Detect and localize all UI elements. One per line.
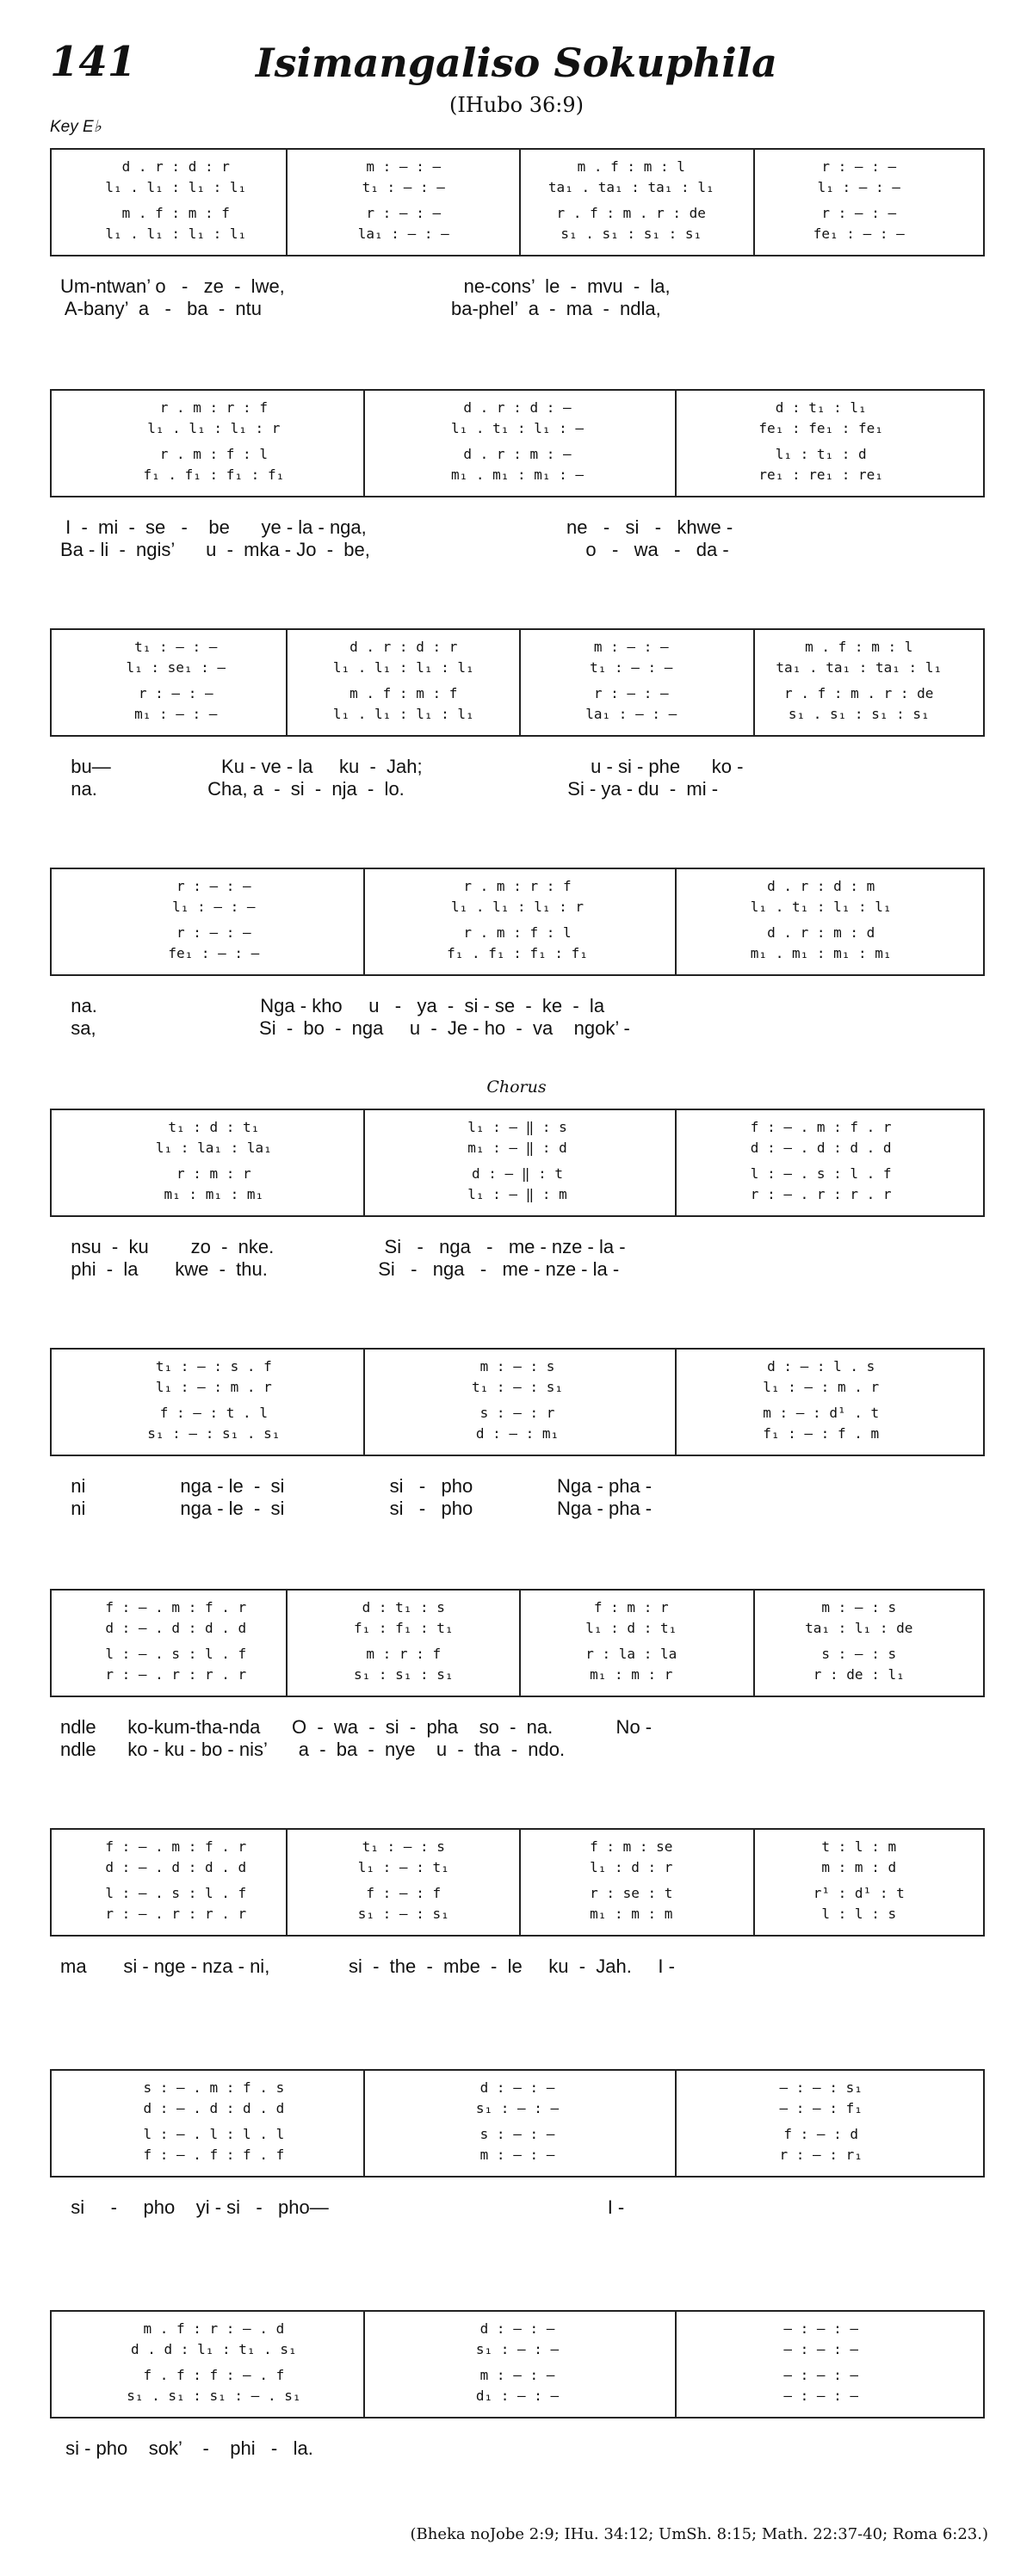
lyric-line: A-bany’ a - ba - ntu ba-phel’ a - ma - ndla,: [60, 298, 661, 319]
measure-notes: l₁ : d : r: [590, 1859, 673, 1875]
lyric-line: ni nga - le - si si - pho Nga - pha -: [60, 1498, 653, 1519]
voice-row: [62, 2100, 973, 2119]
measure-notes: — : — : —: [783, 2388, 859, 2404]
measure-notes: d : — ‖ : t: [472, 1165, 563, 1182]
voice-row: [62, 878, 973, 897]
measure-notes: l : l : s: [821, 1906, 897, 1922]
measure-notes: — : — : —: [783, 2320, 859, 2337]
measure-notes: l₁ . l₁ : l₁ : l₁: [105, 179, 247, 195]
measure-notes: m . f : m : l: [805, 639, 913, 655]
voice-row: [62, 2341, 973, 2360]
measure-notes: r : se : t: [590, 1885, 673, 1901]
lyric-line: nsu - ku zo - nke. Si - nga - me - nze - la -: [60, 1236, 626, 1257]
measure-notes: r : – . r : r . r: [105, 1666, 247, 1683]
measure-notes: f₁ : — : f . m: [763, 1425, 880, 1442]
voice-row: [62, 1885, 973, 1904]
lyric-line: Ba - li - ngis’ u - mka - Jo - be, o - wa - da -: [60, 539, 729, 560]
voice-row: [62, 205, 973, 224]
measure-notes: t₁ : — : s₁: [472, 1379, 563, 1395]
hymn-subtitle: (IHubo 36:9): [449, 93, 584, 117]
measure-notes: r : — : —: [593, 685, 669, 701]
measure-notes: ta₁ . ta₁ : ta₁ : l₁: [547, 179, 714, 195]
measure-notes: m : — : s: [821, 1599, 897, 1615]
measure-notes: la₁ : — : —: [357, 225, 449, 242]
measure-notes: r : — : —: [821, 158, 897, 175]
staff-system: [50, 389, 985, 497]
measure-notes: s₁ : s₁ : s₁: [353, 1666, 454, 1683]
measure-notes: d . r : d : r: [121, 158, 230, 175]
voice-row: [62, 2079, 973, 2098]
measure-notes: la₁ : — : —: [585, 706, 677, 722]
measure-notes: ta₁ : l₁ : de: [805, 1620, 913, 1636]
lyric-line: na. Nga - kho u - ya - si - se - ke - la: [60, 995, 605, 1016]
measure-notes: fe₁ : — : —: [168, 945, 260, 961]
voice-row: [62, 2320, 973, 2339]
measure-notes: s : — : —: [479, 2126, 555, 2142]
voice-row: [62, 1666, 973, 1685]
measure-notes: r . f : m . r : de: [556, 205, 706, 221]
measure-notes: r : de : l₁: [813, 1666, 905, 1683]
measure-notes: f₁ . f₁ : f₁ : f₁: [447, 945, 588, 961]
lyric-line: si - pho yi - si - pho— I -: [60, 2196, 625, 2218]
measure-notes: s₁ . s₁ : s₁ : s₁: [560, 225, 702, 242]
voice-row: [62, 945, 973, 964]
measure-notes: l : – . s : l . f: [750, 1165, 892, 1182]
voice-row: [62, 2388, 973, 2406]
lyric-line: phi - la kwe - thu. Si - nga - me - nze - la -: [60, 1258, 620, 1280]
measure-notes: ta₁ . ta₁ : ta₁ : l₁: [776, 659, 943, 676]
measure-notes: t₁ : d : t₁: [168, 1119, 260, 1135]
voice-row: [62, 1140, 973, 1158]
measure-notes: l₁ : — : m . r: [763, 1379, 880, 1395]
measure-notes: l₁ . l₁ : l₁ : l₁: [332, 659, 474, 676]
voice-row: [62, 1165, 973, 1184]
measure-notes: l₁ . l₁ : l₁ : r: [147, 420, 281, 436]
lyric-line: ma si - nge - nza - ni, si - the - mbe - le ku - Jah. I -: [60, 1955, 675, 1977]
measure-notes: r : — : —: [366, 205, 442, 221]
measure-notes: r¹ : d¹ : t: [813, 1885, 905, 1901]
voice-row: [62, 659, 973, 678]
measure-notes: f₁ : f₁ : t₁: [353, 1620, 454, 1636]
voice-row: [62, 924, 973, 943]
measure-notes: d : – . d : d . d: [105, 1620, 247, 1636]
measure-notes: re₁ : re₁ : re₁: [758, 466, 883, 483]
measure-notes: r : – . r : r . r: [105, 1906, 247, 1922]
staff-system: [50, 1828, 985, 1937]
lyric-line: [60, 2460, 990, 2484]
measure-notes: fe₁ : fe₁ : fe₁: [758, 420, 883, 436]
measure-notes: l : – . s : l . f: [105, 1646, 247, 1662]
voice-row: [62, 179, 973, 198]
hymn-number: 141: [50, 38, 137, 86]
voice-row: [62, 446, 973, 465]
measure-notes: s₁ : — : —: [475, 2341, 560, 2357]
staff-system: [50, 1348, 985, 1456]
measure-notes: l : – . s : l . f: [105, 1885, 247, 1901]
measure-notes: m₁ : — ‖ : d: [467, 1140, 567, 1156]
measure-notes: m₁ . m₁ : m₁ : —: [450, 466, 585, 483]
measure-notes: r : la : la: [585, 1646, 677, 1662]
measure-notes: — : — : —: [783, 2341, 859, 2357]
staff-system: [50, 148, 985, 256]
hymn-title: Isimangaliso Sokuphila: [256, 40, 777, 86]
voice-row: [62, 685, 973, 704]
measure-notes: f : – . m : f . r: [105, 1599, 247, 1615]
measure-notes: f : – . m : f . r: [750, 1119, 892, 1135]
measure-notes: d : t₁ : s: [362, 1599, 445, 1615]
measure-notes: m₁ : m : r: [590, 1666, 673, 1683]
measure-notes: d . d : l₁ : t₁ . s₁: [131, 2341, 297, 2357]
measure-notes: m . f : r : – . d: [143, 2320, 285, 2337]
measure-notes: — : — : —: [783, 2367, 859, 2383]
lyric-line: I - mi - se - be ye - la - nga, ne - si - khwe -: [60, 516, 733, 538]
voice-row: [62, 639, 973, 658]
measure-notes: fe₁ : — : —: [813, 225, 905, 242]
voice-row: [62, 225, 973, 244]
measure-notes: l₁ . t₁ : l₁ : —: [450, 420, 585, 436]
measure-notes: s₁ . s₁ : s₁ : – . s₁: [127, 2388, 301, 2404]
measure-notes: m : — : s: [479, 1358, 555, 1374]
voice-row: [62, 706, 973, 725]
measure-notes: l : – . l : l . l: [143, 2126, 285, 2142]
key-signature: Key E♭: [50, 118, 102, 136]
scripture-reference: (Bheka noJobe 2:9; IHu. 34:12; UmSh. 8:15; Math. 22:37-40; Roma 6:23.): [410, 2525, 988, 2543]
measure-notes: d . r : d : m: [767, 878, 875, 894]
measure-notes: l₁ : la₁ : la₁: [155, 1140, 272, 1156]
measure-notes: l₁ : — ‖ : s: [467, 1119, 567, 1135]
measure-notes: l₁ : — : m . r: [155, 1379, 272, 1395]
measure-notes: — : — : f₁: [779, 2100, 863, 2116]
voice-row: [62, 399, 973, 418]
measure-notes: d . r : d : —: [463, 399, 572, 416]
lyric-line: ndle ko - ku - bo - nis’ a - ba - nye u - tha - ndo.: [60, 1739, 566, 1760]
measure-notes: t₁ : — : —: [590, 659, 673, 676]
lyric-line: na. Cha, a - si - nja - lo. Si - ya - du - mi -: [60, 778, 719, 800]
staff-system: [50, 2310, 985, 2418]
voice-row: [62, 2126, 973, 2145]
measure-notes: r : — : —: [138, 685, 213, 701]
measure-notes: d . r : d : r: [349, 639, 458, 655]
lyric-line: sa, Si - bo - nga u - Je - ho - va ngok’ -: [60, 1017, 630, 1039]
voice-row: [62, 2147, 973, 2165]
measure-notes: t : l : m: [821, 1838, 897, 1855]
measure-notes: r . f : m . r : de: [784, 685, 934, 701]
measure-notes: r : m : r: [176, 1165, 251, 1182]
voice-row: [62, 466, 973, 485]
measure-notes: s₁ : — : —: [475, 2100, 560, 2116]
voice-row: [62, 2367, 973, 2386]
voice-row: [62, 1425, 973, 1444]
measure-notes: d : — : m₁: [475, 1425, 560, 1442]
measure-notes: r . m : f : l: [463, 924, 572, 941]
measure-notes: l₁ : d : t₁: [585, 1620, 677, 1636]
measure-notes: d : — : l . s: [767, 1358, 875, 1374]
measure-notes: d . r : m : —: [463, 446, 572, 462]
measure-notes: l₁ . l₁ : l₁ : r: [450, 899, 585, 915]
measure-notes: s : – . m : f . s: [143, 2079, 285, 2096]
measure-notes: f : – . f : f . f: [143, 2147, 285, 2163]
measure-notes: m . f : m : f: [349, 685, 458, 701]
measure-notes: s₁ : — : s₁ . s₁: [147, 1425, 281, 1442]
voice-row: [62, 1646, 973, 1665]
measure-notes: f : — : t . l: [159, 1405, 268, 1421]
voice-row: [62, 158, 973, 177]
staff-system: [50, 1109, 985, 1217]
measure-notes: s : — : r: [479, 1405, 555, 1421]
voice-row: [62, 899, 973, 917]
voice-row: [62, 420, 973, 439]
measure-notes: l₁ . l₁ : l₁ : l₁: [105, 225, 247, 242]
lyric-line: bu— Ku - ve - la ku - Jah; u - si - phe ko -: [60, 756, 744, 777]
measure-notes: t₁ : — : s . f: [155, 1358, 272, 1374]
measure-notes: m₁ : — : —: [134, 706, 218, 722]
measure-notes: f : — : f: [366, 1885, 442, 1901]
measure-notes: l₁ : — ‖ : m: [467, 1186, 567, 1202]
measure-notes: r : — : —: [821, 205, 897, 221]
measure-notes: m : m : d: [821, 1859, 897, 1875]
measure-notes: m₁ : m₁ : m₁: [164, 1186, 264, 1202]
voice-row: [62, 1599, 973, 1618]
lyric-line: [60, 2219, 990, 2243]
lyric-line: ni nga - le - si si - pho Nga - pha -: [60, 1475, 653, 1497]
measure-notes: l₁ . t₁ : l₁ : l₁: [750, 899, 892, 915]
measure-notes: d : – . d : d . d: [750, 1140, 892, 1156]
measure-notes: d : – . d : d . d: [105, 1859, 247, 1875]
voice-row: [62, 1379, 973, 1398]
measure-notes: s₁ . s₁ : s₁ : s₁: [788, 706, 930, 722]
measure-notes: m₁ : m : m: [590, 1906, 673, 1922]
measure-notes: m₁ . m₁ : m₁ : m₁: [750, 945, 892, 961]
measure-notes: r : – . r : r . r: [750, 1186, 892, 1202]
voice-row: [62, 1838, 973, 1857]
measure-notes: s : — : s: [821, 1646, 897, 1662]
measure-notes: t₁ : — : —: [134, 639, 218, 655]
measure-notes: r . m : r : f: [463, 878, 572, 894]
lyric-line: [60, 1978, 990, 2002]
measure-notes: f : – . m : f . r: [105, 1838, 247, 1855]
measure-notes: l₁ : — : t₁: [357, 1859, 449, 1875]
measure-notes: m : — : —: [593, 639, 669, 655]
measure-notes: m : r : f: [366, 1646, 442, 1662]
measure-notes: d₁ : — : —: [475, 2388, 560, 2404]
staff-system: [50, 628, 985, 737]
voice-row: [62, 1906, 973, 1924]
measure-notes: m . f : m : l: [577, 158, 685, 175]
voice-row: [62, 1358, 973, 1377]
measure-notes: — : — : s₁: [779, 2079, 863, 2096]
chorus-label: Chorus: [486, 1078, 547, 1096]
measure-notes: l₁ : — : —: [817, 179, 900, 195]
measure-notes: t₁ : — : —: [362, 179, 445, 195]
voice-row: [62, 1186, 973, 1205]
lyric-line: Um-ntwan’ o - ze - lwe, ne-cons’ le - mvu - la,: [60, 275, 671, 297]
measure-notes: l₁ . l₁ : l₁ : l₁: [332, 706, 474, 722]
voice-row: [62, 1620, 973, 1639]
measure-notes: d : — : —: [479, 2079, 555, 2096]
measure-notes: f . f : f : – . f: [143, 2367, 285, 2383]
measure-notes: m : — : —: [479, 2147, 555, 2163]
voice-row: [62, 1405, 973, 1424]
measure-notes: r . m : f : l: [159, 446, 268, 462]
staff-system: [50, 1589, 985, 1697]
voice-row: [62, 1859, 973, 1878]
staff-system: [50, 2069, 985, 2178]
lyric-line: ndle ko-kum-tha-nda O - wa - si - pha so - na. No -: [60, 1716, 653, 1738]
measure-notes: m : — : —: [366, 158, 442, 175]
measure-notes: f₁ . f₁ : f₁ : f₁: [143, 466, 285, 483]
measure-notes: d : t₁ : l₁: [775, 399, 867, 416]
measure-notes: r : — : —: [176, 878, 251, 894]
voice-row: [62, 1119, 973, 1138]
measure-notes: m : — : d¹ . t: [763, 1405, 880, 1421]
measure-notes: l₁ : t₁ : d: [775, 446, 867, 462]
measure-notes: m : — : —: [479, 2367, 555, 2383]
staff-system: [50, 868, 985, 976]
measure-notes: d . r : m : d: [767, 924, 875, 941]
measure-notes: l₁ : — : —: [172, 899, 256, 915]
measure-notes: r . m : r : f: [159, 399, 268, 416]
measure-notes: r : — : r₁: [779, 2147, 863, 2163]
measure-notes: d : — : —: [479, 2320, 555, 2337]
measure-notes: d : – . d : d . d: [143, 2100, 285, 2116]
measure-notes: f : m : se: [590, 1838, 673, 1855]
measure-notes: f : — : d: [783, 2126, 859, 2142]
measure-notes: r : — : —: [176, 924, 251, 941]
measure-notes: m . f : m : f: [121, 205, 230, 221]
lyric-line: si - pho sok’ - phi - la.: [60, 2437, 313, 2459]
measure-notes: f : m : r: [593, 1599, 669, 1615]
measure-notes: l₁ : se₁ : —: [126, 659, 226, 676]
measure-notes: t₁ : — : s: [362, 1838, 445, 1855]
measure-notes: s₁ : — : s₁: [357, 1906, 449, 1922]
